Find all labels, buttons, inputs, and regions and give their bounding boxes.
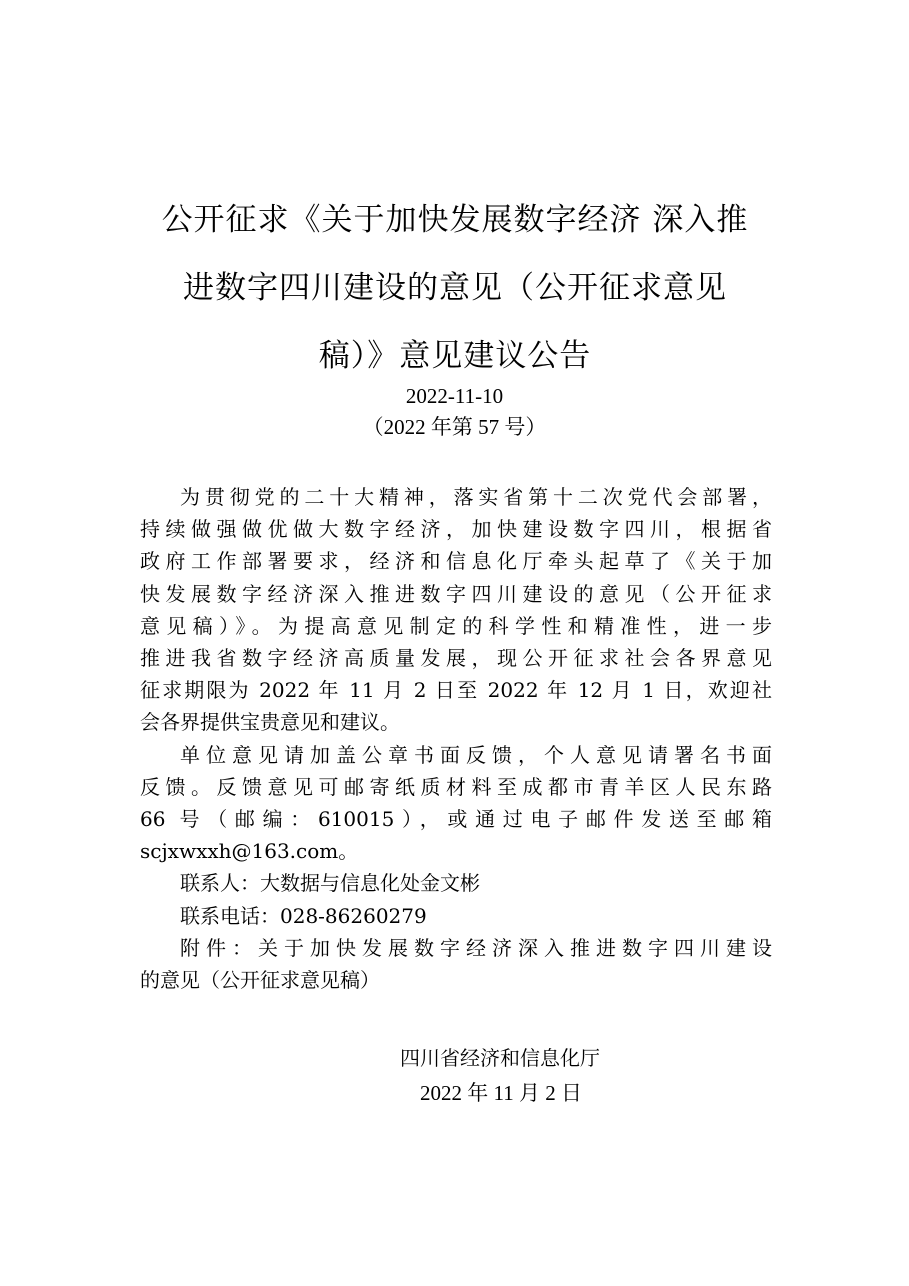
document-number: （2022 年第 57 号） <box>362 415 547 439</box>
attachment-line: 附件：关于加快发展数字经济深入推进数字四川建设 <box>180 935 772 960</box>
document-title <box>130 186 780 390</box>
signature-organization: 四川省经济和信息化厅 <box>400 1046 600 1070</box>
title-line-2: 进数字四川建设的意见（公开征求意见 <box>183 270 727 306</box>
title-line-1: 公开征求《关于加快发展数字经济 深入推 <box>161 202 749 238</box>
contact-phone: 联系电话：028-86260279 <box>180 903 427 928</box>
paragraph-line: 反馈。反馈意见可邮寄纸质材料至成都市青羊区人民东路 <box>140 774 772 799</box>
paragraph-line: 会各界提供宝贵意见和建议。 <box>140 710 400 735</box>
document-body <box>140 481 772 996</box>
paragraph-line: 持续做强做优做大数字经济，加快建设数字四川，根据省 <box>140 517 772 542</box>
paragraph-intro <box>140 481 772 739</box>
attachment-note <box>140 932 772 996</box>
title-line-3: 稿）》意见建议公告 <box>318 338 592 374</box>
paragraph-line: 为贯彻党的二十大精神，落实省第十二次党代会部署， <box>180 485 772 509</box>
paragraph-line: 快发展数字经济深入推进数字四川建设的意见（公开征求 <box>140 581 772 606</box>
paragraph-line: 66 号（邮编：610015），或通过电子邮件发送至邮箱 <box>140 807 772 832</box>
paragraph-line: scjxwxxh@163.com。 <box>140 839 359 864</box>
paragraph-line: 征求期限为 2022 年 11 月 2 日至 2022 年 12 月 1 日，欢迎社 <box>140 678 772 703</box>
paragraph-line: 政府工作部署要求，经济和信息化厅牵头起草了《关于加 <box>140 549 772 574</box>
signature-date: 2022 年 11 月 2 日 <box>420 1081 582 1105</box>
paragraph-line: 意见稿）》。为提高意见制定的科学性和精准性，进一步 <box>140 613 772 638</box>
paragraph-line: 推进我省数字经济高质量发展，现公开征求社会各界意见 <box>140 646 772 671</box>
attachment-line: 的意见（公开征求意见稿） <box>140 968 380 993</box>
paragraph-line: 单位意见请加盖公章书面反馈，个人意见请署名书面 <box>180 742 772 767</box>
paragraph-feedback <box>140 739 772 868</box>
contact-person: 联系人：大数据与信息化处金文彬 <box>180 871 480 896</box>
publish-date: 2022-11-10 <box>405 384 504 408</box>
